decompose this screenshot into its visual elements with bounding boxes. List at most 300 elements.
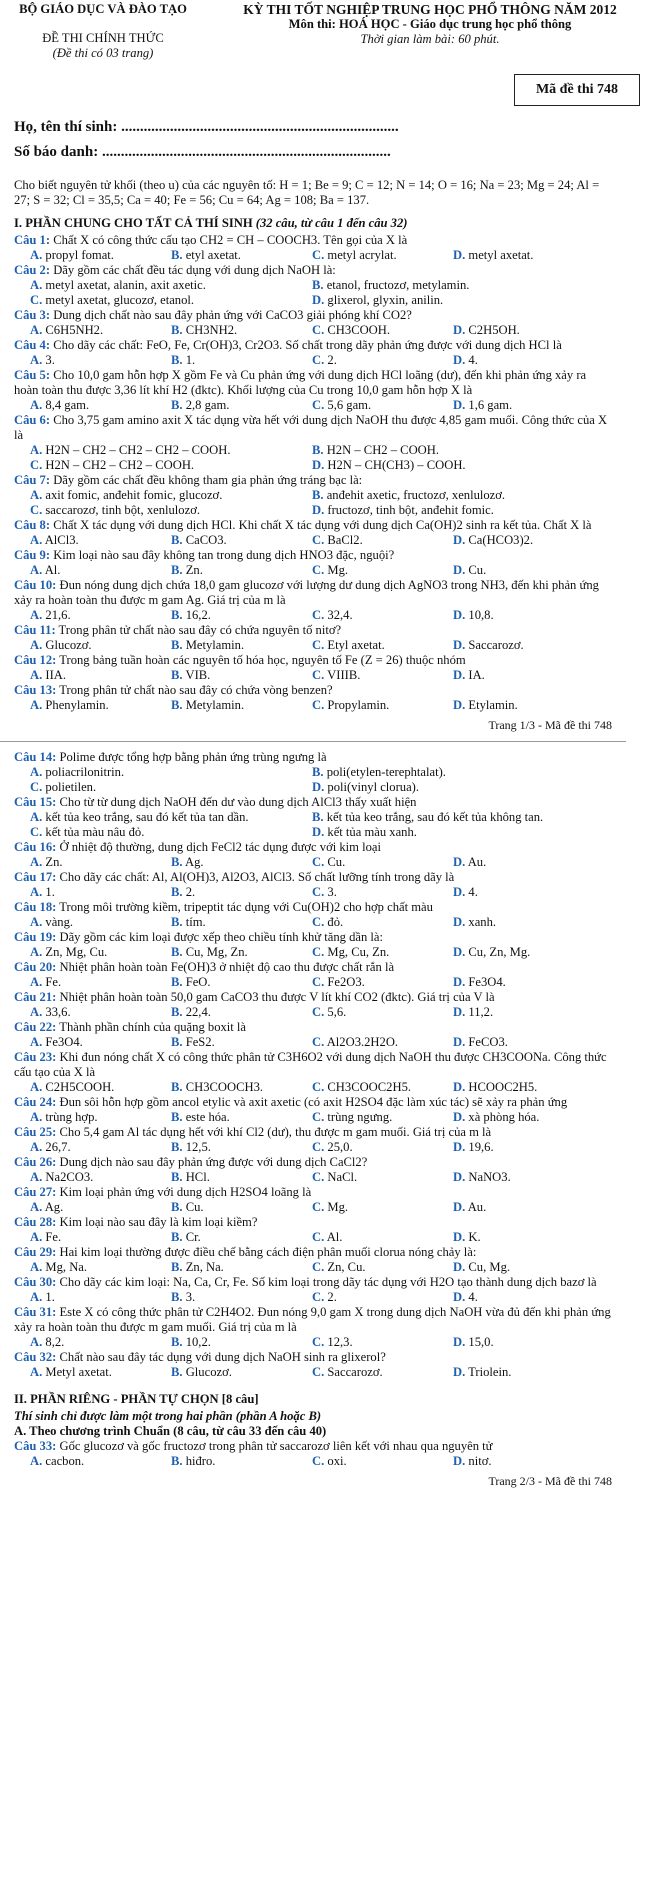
option-text: 11,2.	[465, 1005, 494, 1019]
answer-option[interactable]	[30, 608, 171, 623]
option-text: C2H5OH.	[465, 323, 520, 337]
answer-option[interactable]	[171, 608, 312, 623]
option-letter: D.	[453, 1365, 466, 1379]
answer-option[interactable]	[453, 1200, 594, 1215]
answer-option[interactable]	[30, 533, 171, 548]
option-text: Etylamin.	[465, 698, 518, 712]
option-letter: A.	[30, 533, 43, 547]
answer-option[interactable]	[312, 353, 453, 368]
answer-option[interactable]	[30, 353, 171, 368]
question-25	[14, 1125, 612, 1155]
question-text: Dãy gồm các chất đều không tham gia phản ứng tráng bạc là:	[50, 473, 363, 487]
answer-option[interactable]	[312, 668, 453, 683]
option-letter: B.	[171, 1335, 183, 1349]
answer-option[interactable]	[312, 248, 453, 263]
answer-option[interactable]	[312, 825, 594, 840]
question-29	[14, 1245, 612, 1275]
answer-option[interactable]	[453, 885, 594, 900]
answer-option[interactable]	[453, 1005, 594, 1020]
question-text: Đun sôi hỗn hợp gồm ancol etylic và axit axetic (có axit H2SO4 đặc làm xúc tác) sẽ xảy ra phản ứng	[56, 1095, 568, 1109]
answer-option[interactable]	[30, 248, 171, 263]
option-letter: B.	[171, 398, 183, 412]
option-text: 10,2.	[182, 1335, 211, 1349]
answer-option[interactable]	[312, 323, 453, 338]
option-text: H2N – CH2 – COOH.	[323, 443, 440, 457]
answer-option[interactable]	[453, 1290, 594, 1305]
answer-option[interactable]	[312, 488, 594, 503]
answer-option[interactable]	[453, 1260, 594, 1275]
answer-option[interactable]	[453, 1140, 594, 1155]
answer-option[interactable]	[30, 278, 312, 293]
answer-option[interactable]	[30, 1170, 171, 1185]
answer-option[interactable]	[30, 458, 312, 473]
option-letter: C.	[312, 398, 325, 412]
option-letter: C.	[312, 353, 325, 367]
answer-option[interactable]	[453, 945, 594, 960]
answer-option[interactable]	[30, 1110, 171, 1125]
option-letter: D.	[453, 353, 466, 367]
answer-option[interactable]	[312, 915, 453, 930]
answer-option[interactable]	[171, 248, 312, 263]
option-letter: B.	[171, 1290, 183, 1304]
option-letter: B.	[171, 885, 183, 899]
answer-option[interactable]	[453, 698, 594, 713]
answer-option[interactable]	[171, 398, 312, 413]
answer-option[interactable]	[171, 353, 312, 368]
question-text: Cho 5,4 gam Al tác dụng hết với khí Cl2 (dư), thu được m gam muối. Giá trị của m là	[56, 1125, 492, 1139]
option-letter: D.	[453, 945, 466, 959]
question-text: Este X có công thức phân tử C2H4O2. Đun nóng 9,0 gam X trong dung dịch NaOH vừa đủ đến khi phản ứng xảy ra hoàn toàn thu được m gam muối. Giá trị của m là	[14, 1305, 611, 1334]
option-letter: A.	[30, 1170, 43, 1184]
answer-option[interactable]	[30, 825, 312, 840]
answer-option[interactable]	[312, 780, 594, 795]
answer-option[interactable]	[171, 533, 312, 548]
option-letter: B.	[171, 1005, 183, 1019]
answer-option[interactable]	[453, 1335, 594, 1350]
option-text: 4.	[465, 1290, 478, 1304]
answer-option[interactable]	[312, 1290, 453, 1305]
option-text: 3.	[182, 1290, 196, 1304]
option-text: Mg.	[324, 1200, 349, 1214]
option-letter: D.	[453, 248, 466, 262]
option-letter: A.	[30, 323, 43, 337]
option-letter: A.	[30, 1080, 43, 1094]
question-text: Đun nóng dung dịch chứa 18,0 gam glucozơ với lượng dư dung dịch AgNO3 trong NH3, đến khi phản ứng xảy ra hoàn toàn thu được m gam Ag. Giá trị của m là	[14, 578, 599, 607]
answer-option[interactable]	[171, 1110, 312, 1125]
option-letter: A.	[30, 488, 43, 502]
option-letter: A.	[30, 1140, 43, 1154]
option-text: 1,6 gam.	[465, 398, 513, 412]
answer-option[interactable]	[312, 1140, 453, 1155]
answer-option[interactable]	[171, 1080, 312, 1095]
option-text: metyl axetat.	[465, 248, 534, 262]
option-text: H2N – CH2 – CH2 – COOH.	[42, 458, 195, 472]
answer-option[interactable]	[312, 810, 594, 825]
question-text: Cho 10,0 gam hỗn hợp X gồm Fe và Cu phản ứng với dung dịch HCl loãng (dư), đến khi phản ứng xảy ra hoàn toàn thu được 3,36 lít khí H2 (đktc). Khối lượng của Cu trong 10,0 gam hỗn hợp X là	[14, 368, 587, 397]
option-letter: A.	[30, 1335, 43, 1349]
answer-option[interactable]	[171, 975, 312, 990]
answer-option[interactable]	[312, 885, 453, 900]
option-text: Zn, Cu.	[324, 1260, 366, 1274]
question-23	[14, 1050, 612, 1095]
answer-option[interactable]	[453, 975, 594, 990]
answer-option[interactable]	[171, 638, 312, 653]
option-letter: A.	[30, 608, 43, 622]
answer-option[interactable]	[312, 1005, 453, 1020]
option-text: Fe3O4.	[465, 975, 506, 989]
answer-option[interactable]	[30, 780, 312, 795]
option-letter: D.	[453, 698, 466, 712]
option-text: Propylamin.	[324, 698, 390, 712]
option-text: poliacrilonitrin.	[42, 765, 125, 779]
answer-option[interactable]	[30, 1454, 171, 1469]
page-count: (Đề thi có 03 trang)	[52, 46, 154, 60]
question-33	[14, 1439, 612, 1469]
option-text: 1.	[182, 353, 196, 367]
answer-option[interactable]	[171, 1335, 312, 1350]
answer-option[interactable]	[312, 638, 453, 653]
answer-option[interactable]	[171, 563, 312, 578]
option-letter: B.	[171, 1110, 183, 1124]
answer-option[interactable]	[312, 458, 594, 473]
option-letter: B.	[171, 1230, 183, 1244]
official-label: ĐỀ THI CHÍNH THỨC	[42, 31, 164, 45]
question-number: Câu 14:	[14, 750, 57, 764]
answer-option[interactable]	[30, 765, 312, 780]
answer-option[interactable]	[30, 885, 171, 900]
question-number: Câu 5:	[14, 368, 51, 382]
option-letter: A.	[30, 563, 43, 577]
option-letter: A.	[30, 975, 43, 989]
answer-option[interactable]	[171, 1140, 312, 1155]
question-text: Trong bảng tuần hoàn các nguyên tố hóa học, nguyên tố Fe (Z = 26) thuộc nhóm	[56, 653, 466, 667]
option-letter: D.	[453, 563, 466, 577]
answer-option[interactable]	[171, 1005, 312, 1020]
option-letter: D.	[453, 1110, 466, 1124]
question-text: Chất X tác dụng với dung dịch HCl. Khi chất X tác dụng với dung dịch Ca(OH)2 sinh ra kết tủa. Chất X là	[50, 518, 592, 532]
answer-option[interactable]	[453, 1454, 594, 1469]
answer-option[interactable]	[453, 638, 594, 653]
question-28	[14, 1215, 612, 1245]
option-letter: D.	[453, 915, 466, 929]
option-letter: B.	[171, 1454, 183, 1468]
answer-option[interactable]	[171, 1230, 312, 1245]
answer-option[interactable]	[30, 915, 171, 930]
answer-option[interactable]	[312, 1365, 453, 1380]
answer-option[interactable]	[312, 1260, 453, 1275]
option-text: Cu.	[465, 563, 487, 577]
option-letter: B.	[171, 975, 183, 989]
answer-option[interactable]	[30, 698, 171, 713]
option-text: Cu, Mg, Zn.	[182, 945, 248, 959]
answer-option[interactable]	[312, 1035, 453, 1050]
option-letter: C.	[312, 855, 325, 869]
answer-option[interactable]	[312, 278, 594, 293]
option-text: Zn, Na.	[182, 1260, 224, 1274]
option-letter: A.	[30, 353, 43, 367]
option-text: axit fomic, anđehit fomic, glucozơ.	[42, 488, 223, 502]
option-text: H2N – CH(CH3) – COOH.	[324, 458, 466, 472]
option-letter: A.	[30, 1365, 43, 1379]
answer-option[interactable]	[312, 398, 453, 413]
answer-option[interactable]	[30, 563, 171, 578]
duration: Thời gian làm bài: 60 phút.	[360, 32, 500, 46]
question-30	[14, 1275, 612, 1305]
option-letter: B.	[171, 698, 183, 712]
question-text: Cho 3,75 gam amino axit X tác dụng vừa hết với dung dịch NaOH thu được 4,85 gam muối. Công thức của X là	[14, 413, 608, 442]
option-letter: B.	[171, 1140, 183, 1154]
answer-option[interactable]	[30, 1035, 171, 1050]
option-text: Metyl axetat.	[42, 1365, 112, 1379]
question-text: Trong phân tử chất nào sau đây có chứa nguyên tố nitơ?	[55, 623, 342, 637]
answer-option[interactable]	[312, 533, 453, 548]
option-letter: C.	[312, 248, 325, 262]
option-text: 2.	[324, 353, 337, 367]
option-text: VIIIB.	[324, 668, 361, 682]
option-letter: A.	[30, 698, 43, 712]
option-text: 5,6 gam.	[324, 398, 372, 412]
option-text: Glucozơ.	[42, 638, 92, 652]
option-text: xà phòng hóa.	[465, 1110, 540, 1124]
question-number: Câu 30:	[14, 1275, 57, 1289]
option-text: metyl acrylat.	[324, 248, 397, 262]
option-letter: C.	[312, 323, 325, 337]
part-a-title: A. Theo chương trình Chuẩn (8 câu, từ câu 33 đến câu 40)	[14, 1424, 327, 1438]
answer-option[interactable]	[171, 1200, 312, 1215]
option-text: 25,0.	[324, 1140, 353, 1154]
atomic-masses: Cho biết nguyên tử khối (theo u) của các nguyên tố: H = 1; Be = 9; C = 12; N = 14; O = 16; Na = 23; Mg = 24; Al = 27; S = 32; Cl = 35,5; Ca = 40; Fe = 56; Cu = 64; Ag = 108; Ba = 137.	[14, 178, 600, 207]
answer-option[interactable]	[453, 1230, 594, 1245]
option-text: 4.	[465, 353, 478, 367]
answer-option[interactable]	[30, 443, 312, 458]
answer-option[interactable]	[30, 810, 312, 825]
option-letter: D.	[312, 780, 325, 794]
option-text: Saccarozơ.	[465, 638, 524, 652]
answer-option[interactable]	[312, 1170, 453, 1185]
option-letter: B.	[171, 945, 183, 959]
question-4	[14, 338, 612, 368]
option-letter: A.	[30, 885, 43, 899]
question-number: Câu 8:	[14, 518, 51, 532]
question-2	[14, 263, 612, 308]
answer-option[interactable]	[312, 608, 453, 623]
option-text: CaCO3.	[182, 533, 227, 547]
question-number: Câu 24:	[14, 1095, 57, 1109]
option-letter: A.	[30, 765, 43, 779]
answer-option[interactable]	[453, 563, 594, 578]
option-text: IA.	[465, 668, 485, 682]
option-text: Cu, Mg.	[465, 1260, 511, 1274]
answer-option[interactable]	[30, 855, 171, 870]
answer-option[interactable]	[30, 1335, 171, 1350]
option-letter: D.	[312, 293, 325, 307]
answer-option[interactable]	[171, 885, 312, 900]
answer-option[interactable]	[30, 1290, 171, 1305]
option-letter: C.	[312, 1365, 325, 1379]
answer-option[interactable]	[171, 698, 312, 713]
option-text: Mg.	[324, 563, 349, 577]
answer-option[interactable]	[312, 1454, 453, 1469]
option-letter: A.	[30, 1200, 43, 1214]
option-letter: C.	[312, 1110, 325, 1124]
option-text: Ag.	[42, 1200, 64, 1214]
option-letter: B.	[171, 533, 183, 547]
answer-option[interactable]	[171, 915, 312, 930]
answer-option[interactable]	[30, 1365, 171, 1380]
question-17	[14, 870, 612, 900]
answer-option[interactable]	[453, 533, 594, 548]
answer-option[interactable]	[171, 323, 312, 338]
answer-option[interactable]	[30, 975, 171, 990]
question-text: Nhiệt phân hoàn toàn 50,0 gam CaCO3 thu được V lít khí CO2 (đktc). Giá trị của V là	[56, 990, 495, 1004]
answer-option[interactable]	[453, 248, 594, 263]
answer-option[interactable]	[171, 1170, 312, 1185]
answer-option[interactable]	[171, 855, 312, 870]
answer-option[interactable]	[312, 563, 453, 578]
question-list-1	[14, 233, 612, 713]
answer-option[interactable]	[453, 323, 594, 338]
answer-option[interactable]	[453, 1365, 594, 1380]
question-number: Câu 33:	[14, 1439, 57, 1453]
option-text: IIA.	[42, 668, 67, 682]
answer-option[interactable]	[30, 293, 312, 308]
answer-option[interactable]	[453, 855, 594, 870]
answer-option[interactable]	[171, 1260, 312, 1275]
question-number: Câu 31:	[14, 1305, 57, 1319]
answer-option[interactable]	[312, 1110, 453, 1125]
answer-option[interactable]	[453, 1110, 594, 1125]
page-footer-2: Trang 2/3 - Mã đề thi 748	[488, 1474, 612, 1488]
section-2-note: Thí sinh chỉ được làm một trong hai phần (phần A hoặc B)	[14, 1409, 322, 1423]
option-letter: C.	[312, 1140, 325, 1154]
answer-option[interactable]	[312, 945, 453, 960]
answer-option[interactable]	[312, 765, 594, 780]
option-text: glixerol, glyxin, anilin.	[324, 293, 444, 307]
student-name: Họ, tên thí sinh: ..........................................................................	[14, 119, 399, 135]
option-letter: B.	[171, 323, 183, 337]
question-number: Câu 4:	[14, 338, 51, 352]
exam-title: KỲ THI TỐT NGHIỆP TRUNG HỌC PHỔ THÔNG NĂM 2012	[243, 2, 617, 17]
option-letter: D.	[453, 398, 466, 412]
student-id: Số báo danh: .............................................................................	[14, 144, 391, 160]
answer-option[interactable]	[312, 293, 594, 308]
option-letter: C.	[312, 1005, 325, 1019]
option-letter: D.	[453, 1230, 466, 1244]
answer-option[interactable]	[171, 1365, 312, 1380]
question-number: Câu 9:	[14, 548, 51, 562]
option-letter: C.	[312, 1335, 325, 1349]
question-text: Gốc glucozơ và gốc fructozơ trong phân tử saccarozơ liên kết với nhau qua nguyên tử	[56, 1439, 493, 1453]
answer-option[interactable]	[171, 1035, 312, 1050]
answer-option[interactable]	[312, 698, 453, 713]
question-number: Câu 3:	[14, 308, 51, 322]
option-letter: D.	[453, 668, 466, 682]
question-7	[14, 473, 612, 518]
option-text: kết tủa màu nâu đỏ.	[42, 825, 145, 839]
answer-option[interactable]	[312, 1335, 453, 1350]
option-letter: B.	[312, 278, 324, 292]
answer-option[interactable]	[312, 855, 453, 870]
option-letter: A.	[30, 1454, 43, 1468]
answer-option[interactable]	[453, 915, 594, 930]
option-letter: D.	[453, 1035, 466, 1049]
answer-option[interactable]	[312, 443, 594, 458]
answer-option[interactable]	[312, 1080, 453, 1095]
question-20	[14, 960, 612, 990]
answer-option[interactable]	[453, 398, 594, 413]
answer-option[interactable]	[312, 1200, 453, 1215]
question-number: Câu 15:	[14, 795, 57, 809]
answer-option[interactable]	[30, 1230, 171, 1245]
option-text: 3.	[324, 885, 337, 899]
answer-option[interactable]	[30, 503, 312, 518]
answer-option[interactable]	[171, 1290, 312, 1305]
option-text: Zn.	[42, 855, 63, 869]
question-10	[14, 578, 612, 623]
option-text: Al.	[42, 563, 61, 577]
option-letter: D.	[312, 503, 325, 517]
question-text: Khi đun nóng chất X có công thức phân tử C3H6O2 với dung dịch NaOH thu được CH3COONa. Công thức cấu tạo của X là	[14, 1050, 607, 1079]
answer-option[interactable]	[453, 1170, 594, 1185]
answer-option[interactable]	[312, 1230, 453, 1245]
answer-option[interactable]	[30, 323, 171, 338]
question-5	[14, 368, 612, 413]
answer-option[interactable]	[30, 1200, 171, 1215]
answer-option[interactable]	[312, 503, 594, 518]
answer-option[interactable]	[30, 668, 171, 683]
question-text: Cho dãy các chất: FeO, Fe, Cr(OH)3, Cr2O3. Số chất trong dãy phản ứng được với dung dịch HCl là	[50, 338, 562, 352]
question-text: Polime được tổng hợp bằng phản ứng trùng ngưng là	[56, 750, 327, 764]
question-text: Chất nào sau đây tác dụng với dung dịch NaOH sinh ra glixerol?	[56, 1350, 386, 1364]
option-letter: D.	[453, 1335, 466, 1349]
answer-option[interactable]	[30, 1005, 171, 1020]
option-text: BaCl2.	[324, 533, 363, 547]
answer-option[interactable]	[30, 1140, 171, 1155]
option-letter: D.	[453, 975, 466, 989]
option-letter: C.	[30, 503, 43, 517]
answer-option[interactable]	[453, 608, 594, 623]
answer-option[interactable]	[171, 1454, 312, 1469]
question-12	[14, 653, 612, 683]
option-letter: B.	[312, 810, 324, 824]
option-text: Cu.	[182, 1200, 204, 1214]
answer-option[interactable]	[30, 945, 171, 960]
option-text: Fe.	[42, 1230, 62, 1244]
answer-option[interactable]	[453, 1080, 594, 1095]
answer-option[interactable]	[171, 945, 312, 960]
answer-option[interactable]	[30, 1260, 171, 1275]
question-text: Thành phần chính của quặng boxit là	[56, 1020, 247, 1034]
question-text: Dung dịch chất nào sau đây phản ứng với CaCO3 giải phóng khí CO2?	[50, 308, 412, 322]
option-letter: D.	[453, 323, 466, 337]
answer-option[interactable]	[30, 398, 171, 413]
option-letter: B.	[171, 563, 183, 577]
option-letter: C.	[312, 608, 325, 622]
answer-option[interactable]	[453, 668, 594, 683]
answer-option[interactable]	[171, 668, 312, 683]
option-letter: B.	[171, 855, 183, 869]
answer-option[interactable]	[30, 638, 171, 653]
ministry: BỘ GIÁO DỤC VÀ ĐÀO TẠO	[19, 2, 187, 16]
option-text: FeCO3.	[465, 1035, 508, 1049]
answer-option[interactable]	[312, 975, 453, 990]
question-number: Câu 16:	[14, 840, 57, 854]
answer-option[interactable]	[30, 488, 312, 503]
answer-option[interactable]	[30, 1080, 171, 1095]
option-text: 1.	[42, 885, 55, 899]
answer-option[interactable]	[453, 353, 594, 368]
answer-option[interactable]	[453, 1035, 594, 1050]
